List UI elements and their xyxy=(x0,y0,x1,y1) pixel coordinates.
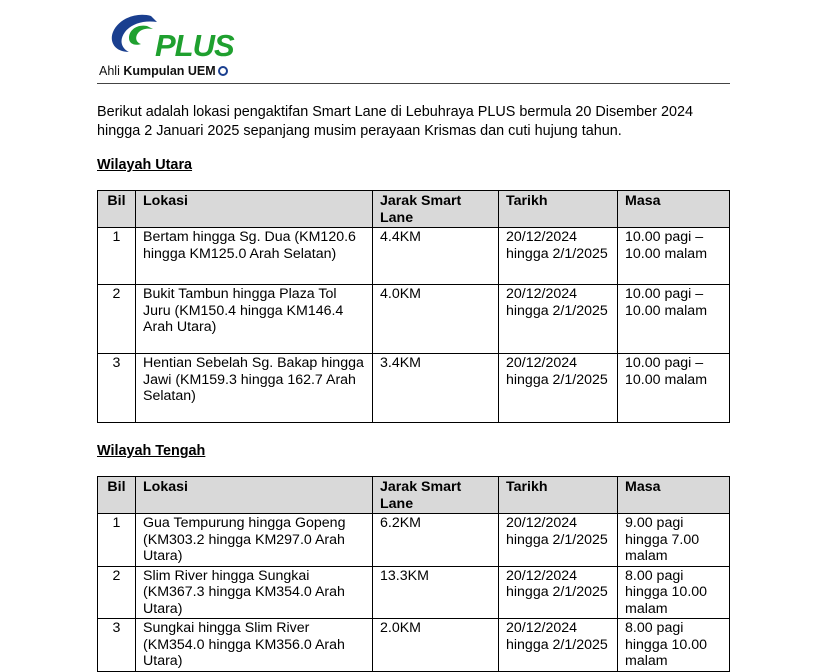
table-row xyxy=(98,566,730,619)
logo-wordmark: PLUS xyxy=(155,28,234,63)
section-title-utara: Wilayah Utara xyxy=(97,157,193,173)
col-header-lokasi: Lokasi xyxy=(136,477,373,514)
table-tengah xyxy=(97,476,730,672)
cell-bil: 1 xyxy=(98,228,136,285)
cell-tarikh: 20/12/2024 hingga 2/1/2025 xyxy=(499,514,618,567)
table-row xyxy=(98,354,730,423)
tagline-bold: Kumpulan UEM xyxy=(123,64,216,78)
company-logo xyxy=(97,10,297,82)
cell-masa: 8.00 pagi hingga 10.00 malam xyxy=(618,619,730,672)
col-header-masa: Masa xyxy=(618,477,730,514)
cell-tarikh: 20/12/2024 hingga 2/1/2025 xyxy=(499,566,618,619)
tagline-prefix: Ahli xyxy=(99,64,120,78)
cell-tarikh: 20/12/2024 hingga 2/1/2025 xyxy=(499,228,618,285)
cell-masa: 8.00 pagi hingga 10.00 malam xyxy=(618,566,730,619)
cell-bil: 3 xyxy=(98,619,136,672)
uem-logo-icon xyxy=(218,66,228,76)
cell-lokasi: Sungkai hingga Slim River (KM354.0 hingga KM356.0 Arah Utara) xyxy=(136,619,373,672)
cell-bil: 1 xyxy=(98,514,136,567)
col-header-bil: Bil xyxy=(98,477,136,514)
table-row xyxy=(98,228,730,285)
cell-bil: 3 xyxy=(98,354,136,423)
cell-masa: 10.00 pagi – 10.00 malam xyxy=(618,285,730,354)
cell-masa: 9.00 pagi hingga 7.00 malam xyxy=(618,514,730,567)
col-header-lokasi: Lokasi xyxy=(136,191,373,228)
table-header-row xyxy=(98,191,730,228)
cell-jarak: 3.4KM xyxy=(373,354,499,423)
col-header-jarak: Jarak Smart Lane xyxy=(373,477,499,514)
cell-jarak: 6.2KM xyxy=(373,514,499,567)
cell-tarikh: 20/12/2024 hingga 2/1/2025 xyxy=(499,354,618,423)
col-header-tarikh: Tarikh xyxy=(499,477,618,514)
table-row xyxy=(98,619,730,672)
table-row xyxy=(98,285,730,354)
col-header-jarak: Jarak Smart Lane xyxy=(373,191,499,228)
intro-paragraph: Berikut adalah lokasi pengaktifan Smart Lane di Lebuhraya PLUS bermula 20 Disember 2024 hingga 2 Januari 2025 sepanjang musim perayaan Krismas dan cuti hujung tahun. xyxy=(97,104,693,139)
cell-tarikh: 20/12/2024 hingga 2/1/2025 xyxy=(499,619,618,672)
header-divider xyxy=(97,83,730,84)
cell-bil: 2 xyxy=(98,285,136,354)
cell-masa: 10.00 pagi – 10.00 malam xyxy=(618,228,730,285)
cell-jarak: 13.3KM xyxy=(373,566,499,619)
cell-tarikh: 20/12/2024 hingga 2/1/2025 xyxy=(499,285,618,354)
table-row xyxy=(98,514,730,567)
table-utara xyxy=(97,190,730,423)
logo-tagline xyxy=(99,64,228,78)
col-header-bil: Bil xyxy=(98,191,136,228)
col-header-masa: Masa xyxy=(618,191,730,228)
cell-lokasi: Hentian Sebelah Sg. Bakap hingga Jawi (KM159.3 hingga 162.7 Arah Selatan) xyxy=(136,354,373,423)
section-title-tengah: Wilayah Tengah xyxy=(97,443,206,459)
cell-lokasi: Bukit Tambun hingga Plaza Tol Juru (KM150.4 hingga KM146.4 Arah Utara) xyxy=(136,285,373,354)
table-header-row xyxy=(98,477,730,514)
cell-masa: 10.00 pagi – 10.00 malam xyxy=(618,354,730,423)
cell-bil: 2 xyxy=(98,566,136,619)
cell-lokasi: Bertam hingga Sg. Dua (KM120.6 hingga KM125.0 Arah Selatan) xyxy=(136,228,373,285)
cell-lokasi: Slim River hingga Sungkai (KM367.3 hingga KM354.0 Arah Utara) xyxy=(136,566,373,619)
col-header-tarikh: Tarikh xyxy=(499,191,618,228)
cell-jarak: 4.0KM xyxy=(373,285,499,354)
cell-lokasi: Gua Tempurung hingga Gopeng (KM303.2 hingga KM297.0 Arah Utara) xyxy=(136,514,373,567)
cell-jarak: 2.0KM xyxy=(373,619,499,672)
cell-jarak: 4.4KM xyxy=(373,228,499,285)
